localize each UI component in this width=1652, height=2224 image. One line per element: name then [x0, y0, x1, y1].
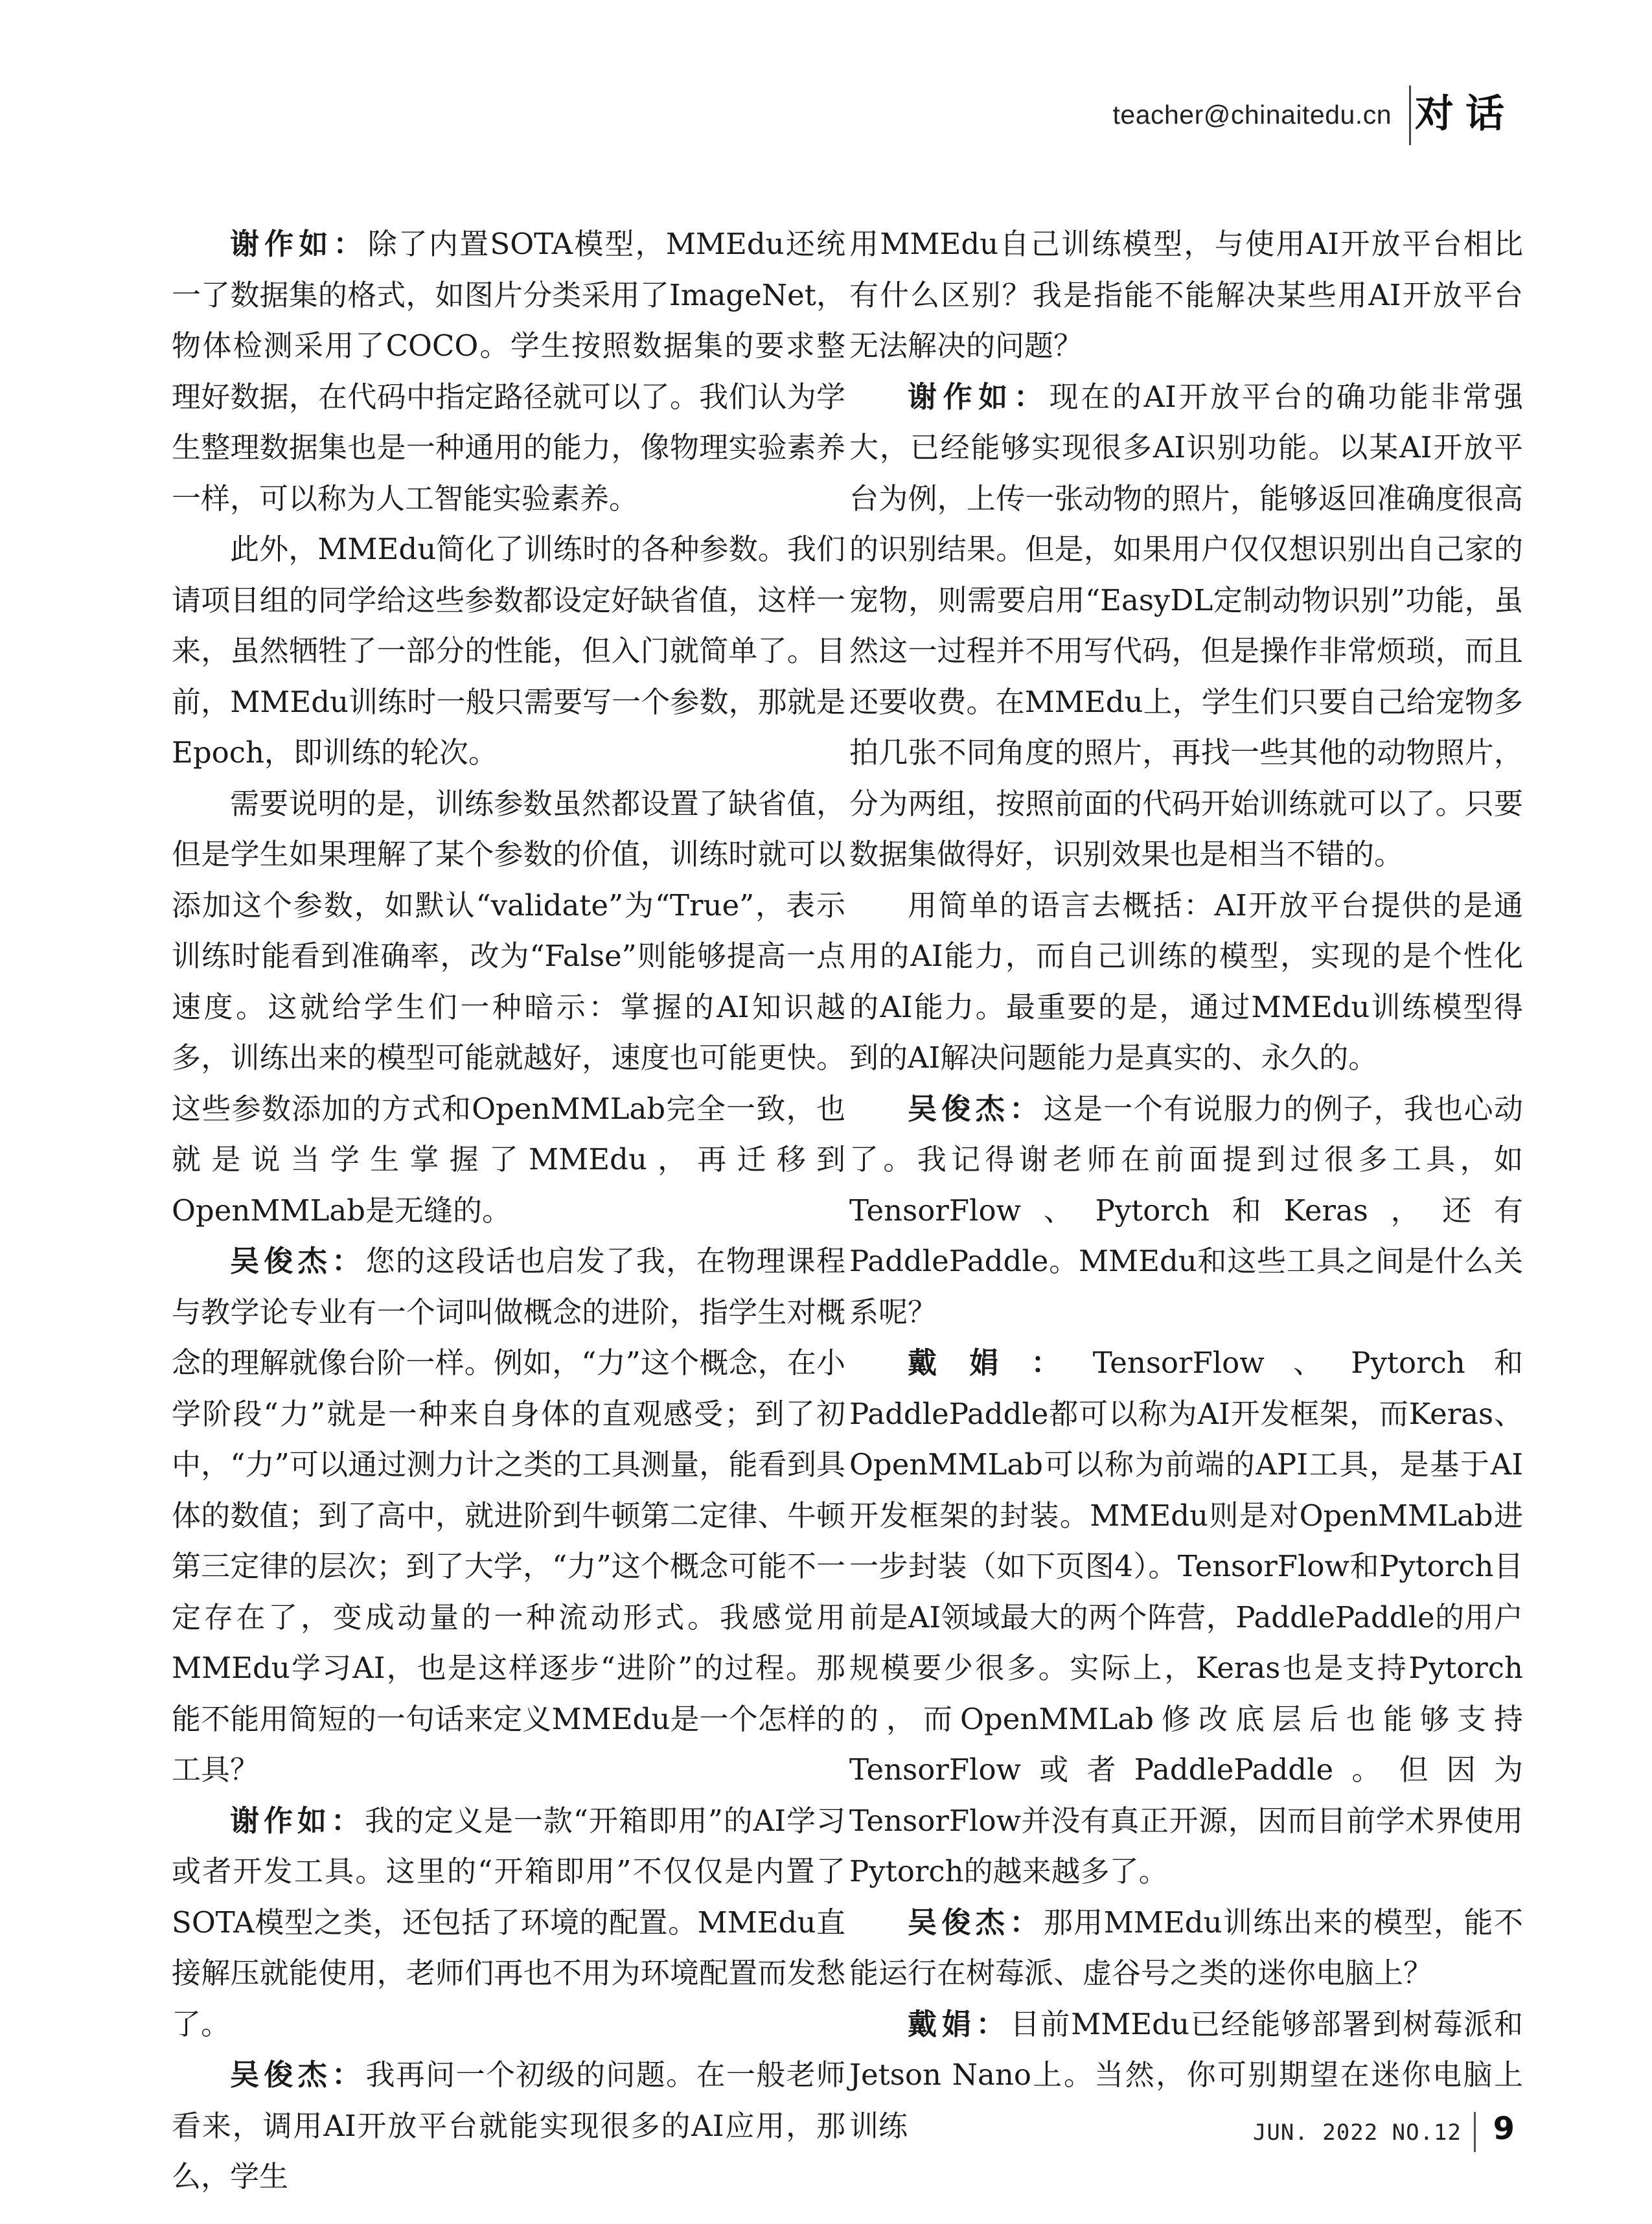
paragraph: [172, 524, 845, 779]
header-divider: [1409, 86, 1411, 145]
header-email: teacher@chinaitedu.cn: [1112, 100, 1392, 130]
paragraph-text: 此外，MMEdu简化了训练时的各种参数。我们请项目组的同学给这些参数都设定好缺省值，这样一来，虽然牺牲了一部分的性能，但入门就简单了。目前，MMEdu训练时一般只需要写一个参数，那就是Epoch，即训练的轮次。: [172, 532, 845, 770]
running-header: [1101, 78, 1516, 149]
speaker-label: 谢作如：: [230, 1803, 365, 1838]
footer-divider: [1474, 2112, 1476, 2152]
paragraph-text: 需要说明的是，训练参数虽然都设置了缺省值，但是学生如果理解了某个参数的价值，训练时就可以添加这个参数，如默认“validate”为“True”，表示训练时能看到准确率，改为“False”则能够提高一点速度。这就给学生们一种暗示：掌握的AI知识越多，训练出来的模型可能就越好，速度也可能更快。这些参数添加的方式和OpenMMLab完全一致，也就是说当学生掌握了MMEdu，再迁移到OpenMMLab是无缝的。: [172, 786, 845, 1228]
paragraph-text: 除了内置SOTA模型，MMEdu还统一了数据集的格式，如图片分类采用了ImageNet，物体检测采用了COCO。学生按照数据集的要求整理好数据，在代码中指定路径就可以了。我们认为学生整理数据集也是一种通用的能力，像物理实验素养一样，可以称为人工智能实验素养。: [172, 227, 845, 516]
right-column: [849, 219, 1523, 2151]
paragraph: [849, 1897, 1523, 1999]
paragraph-text: 用MMEdu自己训练模型，与使用AI开放平台相比有什么区别？我是指能不能解决某些用AI开放平台无法解决的问题？: [849, 227, 1523, 363]
speaker-label: 吴俊杰：: [230, 2058, 366, 2092]
paragraph: [172, 779, 845, 1237]
paragraph-text: 那用MMEdu训练出来的模型，能不能运行在树莓派、虚谷号之类的迷你电脑上？: [849, 1905, 1523, 1990]
paragraph: [172, 2050, 845, 2203]
speaker-label: 吴俊杰：: [908, 1091, 1044, 1126]
paragraph: [172, 219, 845, 524]
paragraph-text: 我再问一个初级的问题。在一般老师看来，调用AI开放平台就能实现很多的AI应用，那么，学生: [172, 2058, 845, 2194]
paragraph: [172, 1796, 845, 2050]
issue-label: JUN. 2022 NO.12: [1252, 2120, 1462, 2146]
paragraph: [849, 372, 1523, 880]
paragraph-text: 用简单的语言去概括：AI开放平台提供的是通用的AI能力，而自己训练的模型，实现的是个性化的AI能力。最重要的是，通过MMEdu训练模型得到的AI解决问题能力是真实的、永久的。: [849, 888, 1523, 1075]
paragraph-text: 这是一个有说服力的例子，我也心动了。我记得谢老师在前面提到过很多工具，如TensorFlow、Pytorch和Keras，还有PaddlePaddle。MMEdu和这些工具之间是什么关系呢？: [849, 1091, 1523, 1329]
page-number: 9: [1493, 2111, 1515, 2147]
paragraph-text: 您的这段话也启发了我，在物理课程与教学论专业有一个词叫做概念的进阶，指学生对概念的理解就像台阶一样。例如，“力”这个概念，在小学阶段“力”就是一种来自身体的直观感受；到了初中，“力”可以通过测力计之类的工具测量，能看到具体的数值；到了高中，就进阶到牛顿第二定律、牛顿第三定律的层次；到了大学，“力”这个概念可能不一定存在了，变成动量的一种流动形式。我感觉用MMEdu学习AI，也是这样逐步“进阶”的过程。那能不能用简短的一句话来定义MMEdu是一个怎样的工具？: [172, 1244, 845, 1787]
paragraph-text: 现在的AI开放平台的确功能非常强大，已经能够实现很多AI识别功能。以某AI开放平台为例，上传一张动物的照片，能够返回准确度很高的识别结果。但是，如果用户仅仅想识别出自己家的宠物，则需要启用“EasyDL定制动物识别”功能，虽然这一过程并不用写代码，但是操作非常烦琐，而且还要收费。在MMEdu上，学生们只要自己给宠物多拍几张不同角度的照片，再找一些其他的动物照片，分为两组，按照前面的代码开始训练就可以了。只要数据集做得好，识别效果也是相当不错的。: [849, 379, 1523, 871]
speaker-label: 戴娟：: [908, 1346, 1093, 1380]
speaker-label: 吴俊杰：: [908, 1905, 1044, 1940]
speaker-label: 吴俊杰：: [230, 1244, 366, 1278]
speaker-label: 谢作如：: [908, 379, 1050, 414]
paragraph: [849, 1338, 1523, 1897]
paragraph: [849, 880, 1523, 1084]
paragraph: [172, 1236, 845, 1796]
speaker-label: 谢作如：: [230, 227, 368, 261]
paragraph-text: TensorFlow、Pytorch和PaddlePaddle都可以称为AI开发框架，而Keras、OpenMMLab可以称为前端的API工具，是基于AI开发框架的封装。MMEdu则是对OpenMMLab进一步封装（如下页图4）。TensorFlow和Pytorch目前是AI领域最大的两个阵营，PaddlePaddle的用户规模要少很多。实际上，Keras也是支持Pytorch的，而OpenMMLab修改底层后也能够支持TensorFlow或者PaddlePaddle。但因为TensorFlow并没有真正开源，因而目前学术界使用Pytorch的越来越多了。: [849, 1346, 1523, 1888]
left-column: [172, 219, 845, 2203]
paragraph-text: 目前MMEdu已经能够部署到树莓派和Jetson Nano上。当然，你可别期望在迷你电脑上训练: [849, 2006, 1523, 2143]
paragraph-text: 我的定义是一款“开箱即用”的AI学习或者开发工具。这里的“开箱即用”不仅仅是内置了SOTA模型之类，还包括了环境的配置。MMEdu直接解压就能使用，老师们再也不用为环境配置而发愁了。: [172, 1803, 845, 2041]
paragraph: [849, 1084, 1523, 1338]
speaker-label: 戴娟：: [908, 2006, 1011, 2041]
section-title: 对话: [1415, 91, 1516, 137]
paragraph-continued: [849, 219, 1523, 372]
